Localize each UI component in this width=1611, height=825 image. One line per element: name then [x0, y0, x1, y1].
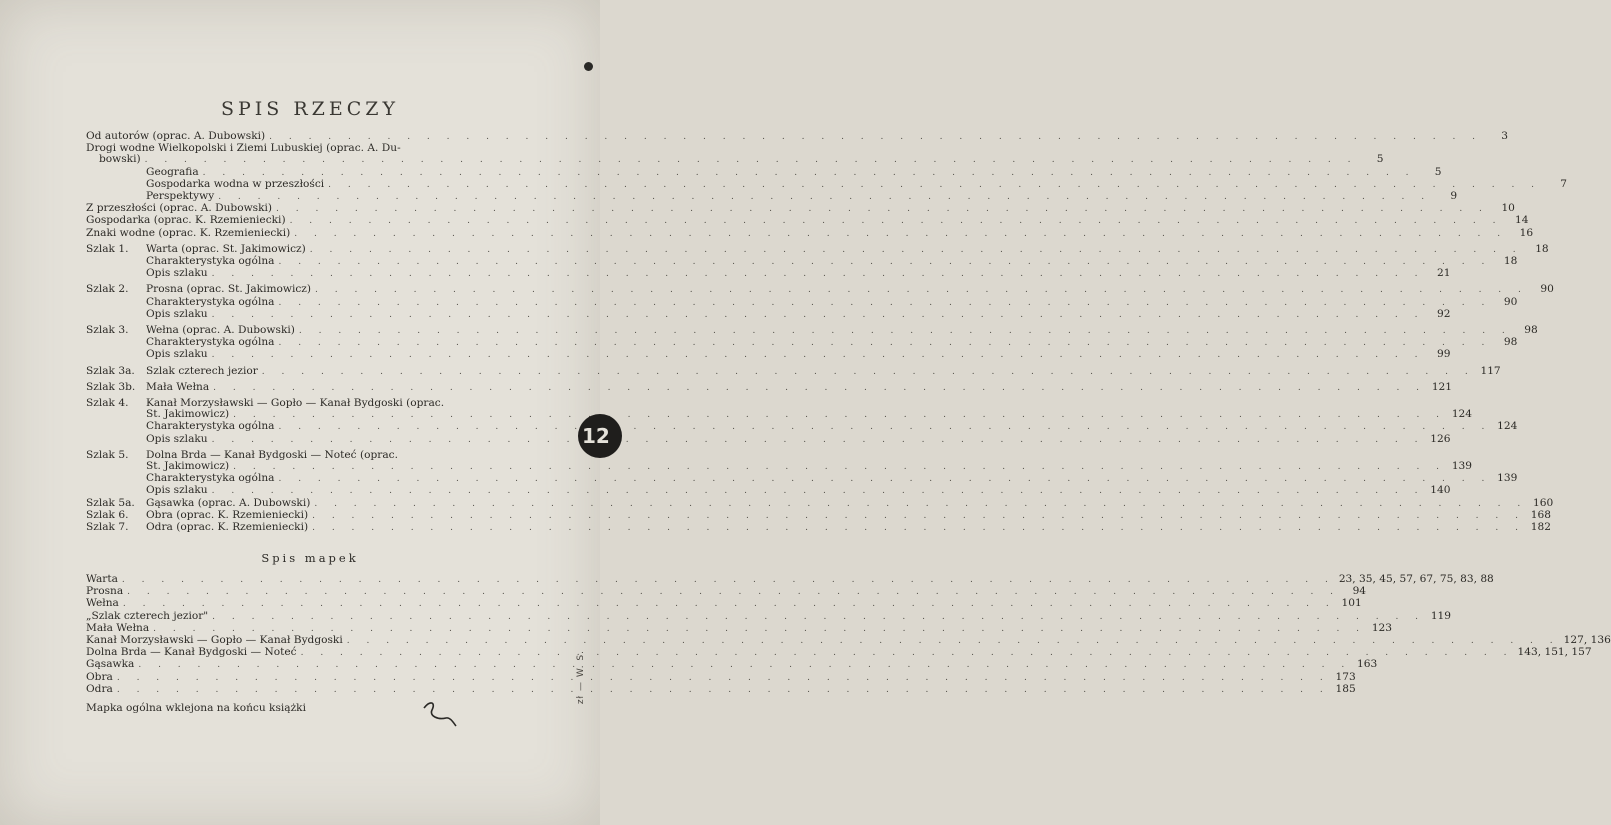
toc-entry-text: Geografia	[146, 165, 199, 178]
map-entry-text: Obra	[86, 670, 113, 683]
toc-dot-leader	[218, 192, 1431, 203]
map-entry-text: Prosna	[86, 585, 124, 598]
toc-page-number: 14	[1514, 214, 1529, 227]
map-dot-leader	[123, 599, 1336, 610]
toc-dot-leader	[212, 486, 1425, 497]
map-page-numbers: 101	[1341, 597, 1362, 610]
map-dot-leader	[122, 575, 1335, 586]
toc-entry	[86, 380, 1453, 394]
toc-entry-text: Opis szlaku	[146, 432, 208, 445]
toc-entry-text: Opis szlaku	[146, 484, 208, 497]
toc-dot-leader	[278, 474, 1491, 485]
toc-page-number: 160	[1533, 496, 1554, 509]
toc-dot-leader	[278, 338, 1491, 349]
handwritten-side-note: zł — W. S.	[576, 650, 586, 705]
map-page-numbers: 143, 151, 157	[1517, 646, 1592, 659]
footnote: Mapka ogólna wklejona na końcu książki	[86, 702, 306, 714]
map-entry	[86, 670, 1356, 684]
toc-route-label: Szlak 1.	[86, 242, 129, 255]
toc-entry-text: Drogi wodne Wielkopolski i Ziemi Lubuskiej (oprac. A. Du-	[86, 142, 401, 155]
toc-page-number: 5	[1434, 165, 1442, 178]
toc-dot-leader	[278, 298, 1491, 309]
map-page-numbers: 185	[1335, 682, 1356, 695]
toc-entry-text: Charakterystyka ogólna	[146, 295, 275, 308]
ink-dot	[584, 62, 593, 71]
map-dot-leader	[117, 673, 1330, 684]
toc-route-label: Szlak 2.	[86, 283, 129, 296]
page-title: SPIS RZECZY	[220, 98, 400, 120]
toc-dot-leader	[212, 350, 1425, 361]
toc-entry-text: Gospodarka wodna w przeszłości	[146, 177, 325, 190]
toc-page-number: 124	[1497, 420, 1518, 433]
maps-list-title: Spis mapek	[261, 551, 359, 565]
map-dot-leader	[117, 685, 1330, 696]
toc-dot-leader	[315, 285, 1528, 296]
toc-entry-text: Szlak 2. Prosna (oprac. St. Jakimowicz)	[86, 283, 311, 296]
map-dot-leader	[301, 648, 1514, 659]
map-page-numbers: 163	[1357, 658, 1378, 671]
map-entry	[86, 585, 1367, 598]
toc-entry	[86, 364, 1501, 378]
toc-page-number: 21	[1437, 267, 1451, 280]
toc-page-number: 117	[1480, 364, 1501, 377]
toc-entry	[86, 348, 1451, 361]
toc-page-number: 16	[1519, 226, 1534, 239]
map-entry	[86, 658, 1378, 671]
map-page-numbers: 173	[1335, 670, 1356, 683]
toc-entry	[86, 521, 1551, 534]
toc-entry-text: Charakterystyka ogólna	[146, 336, 275, 349]
map-dot-leader	[127, 587, 1340, 598]
toc-route-label: Szlak 5.	[86, 448, 129, 461]
toc-entry-text: Od autorów (oprac. A. Dubowski)	[86, 130, 266, 142]
toc-entry-text: St. Jakimowicz)	[146, 460, 230, 473]
toc-dot-leader	[212, 435, 1425, 446]
toc-entry	[86, 295, 1518, 309]
toc-entry	[86, 484, 1451, 497]
toc-dot-leader	[294, 229, 1507, 240]
map-entry-text: „Szlak czterech jezior"	[86, 609, 209, 622]
toc-dot-leader	[299, 326, 1512, 337]
toc-page-number: 10	[1501, 202, 1515, 215]
toc-entry-text: Opis szlaku	[146, 307, 208, 320]
map-entry-text: Dolna Brda — Kanał Bydgoski — Noteć	[86, 646, 297, 659]
toc-page-number: 124	[1451, 408, 1473, 421]
toc-entry-text: bowski)	[99, 153, 141, 166]
map-dot-leader	[138, 660, 1351, 671]
toc-dot-leader	[233, 410, 1446, 421]
toc-page-number: 182	[1530, 521, 1551, 534]
toc-page-number: 18	[1503, 255, 1518, 268]
toc-dot-leader	[290, 216, 1503, 227]
toc-dot-leader	[278, 257, 1491, 268]
toc-entry-text: Szlak 3. Wełna (oprac. A. Dubowski)	[86, 324, 295, 337]
map-entry	[86, 609, 1452, 623]
map-entry	[86, 646, 1592, 659]
toc-entry-text: Charakterystyka ogólna	[146, 255, 275, 268]
toc-route-label: Szlak 3a.	[86, 364, 135, 377]
toc-entry-text: Charakterystyka ogólna	[146, 472, 275, 485]
map-page-numbers: 127, 136	[1563, 634, 1611, 647]
map-page-numbers: 123	[1371, 621, 1393, 634]
toc-page-number: 121	[1431, 380, 1453, 393]
toc-page-number: 139	[1497, 472, 1518, 485]
toc-entry	[86, 432, 1451, 446]
toc-entry	[86, 165, 1442, 179]
toc-page-number: 168	[1530, 508, 1551, 521]
toc-entry	[86, 267, 1451, 280]
toc-page-number: 9	[1450, 190, 1458, 203]
map-entry	[86, 682, 1356, 696]
toc-dot-leader	[212, 310, 1425, 321]
toc-entry-text: Szlak 3b. Mała Wełna	[86, 380, 210, 393]
map-entry-text: Mała Wełna	[86, 621, 150, 634]
toc-route-label: Szlak 5a.	[86, 496, 135, 509]
toc-entry	[86, 226, 1534, 240]
toc-dot-leader	[145, 155, 1358, 166]
toc-dot-leader	[312, 523, 1525, 534]
toc-route-label: Szlak 3b.	[86, 380, 136, 393]
toc-entry	[86, 143, 536, 154]
map-entry-text: Wełna	[86, 597, 119, 610]
toc-entry-text: Szlak 3a. Szlak czterech jezior	[86, 364, 258, 377]
toc-entry-text: St. Jakimowicz)	[146, 408, 230, 421]
toc-dot-leader	[314, 499, 1527, 510]
toc-page-number: 5	[1376, 153, 1384, 166]
toc-entry-text: Opis szlaku	[146, 267, 208, 280]
toc-entry	[86, 153, 1384, 166]
toc-entry-text: Szlak 4. Kanał Morzysławski — Gopło — Kanał Bydgoski (oprac.	[86, 397, 445, 410]
toc-page-number: 140	[1430, 484, 1451, 497]
toc-page-number: 126	[1430, 432, 1451, 445]
map-entry-text: Odra	[86, 682, 113, 695]
toc-entry	[86, 283, 1554, 296]
map-entry-text: Warta	[86, 573, 118, 585]
toc-dot-leader	[203, 168, 1416, 179]
toc-dot-leader	[278, 422, 1491, 433]
toc-route-label: Szlak 3.	[86, 324, 129, 337]
map-entry-text: Kanał Morzysławski — Gopło — Kanał Bydgoski	[86, 634, 343, 647]
toc-entry-text: Szlak 6. Obra (oprac. K. Rzemieniecki)	[86, 508, 309, 521]
toc-page-number: 92	[1437, 307, 1451, 320]
toc-dot-leader	[212, 269, 1425, 280]
toc-dot-leader	[213, 383, 1426, 394]
toc-dot-leader	[328, 180, 1541, 191]
map-page-numbers: 119	[1430, 609, 1452, 622]
toc-page-number: 90	[1540, 283, 1554, 296]
toc-entry-text: Charakterystyka ogólna	[146, 420, 275, 433]
toc-entry-text: Perspektywy	[146, 190, 215, 203]
toc-entry-text: Szlak 5a. Gąsawka (oprac. A. Dubowski)	[86, 496, 311, 509]
toc-entry-text: Szlak 5. Dolna Brda — Kanał Bydgoski — Noteć (oprac.	[86, 448, 398, 461]
toc-page-number: 18	[1535, 242, 1549, 255]
toc-entry	[86, 307, 1451, 321]
price-sticker: 12	[578, 414, 622, 458]
map-page-numbers: 23, 35, 45, 57, 67, 75, 83, 88	[1338, 573, 1494, 585]
toc-page-number: 98	[1524, 324, 1538, 337]
toc-dot-leader	[269, 132, 1482, 143]
map-dot-leader	[212, 612, 1425, 623]
toc-route-label: Szlak 4.	[86, 397, 129, 410]
toc-entry-text: Znaki wodne (oprac. K. Rzemieniecki)	[86, 226, 291, 239]
map-entry-text: Gąsawka	[86, 658, 135, 671]
pencil-scribble	[420, 698, 460, 728]
toc-page-number: 139	[1451, 460, 1473, 473]
toc-dot-leader	[233, 462, 1446, 473]
toc-entry	[86, 420, 1518, 433]
toc-route-label: Szlak 6.	[86, 508, 129, 521]
map-entry	[86, 573, 1494, 586]
toc-page-number: 7	[1560, 177, 1568, 190]
toc-entry-text: Z przeszłości (oprac. A. Dubowski)	[86, 202, 273, 215]
map-dot-leader	[347, 636, 1560, 647]
toc-entry	[86, 214, 1529, 227]
toc-route-label: Szlak 7.	[86, 521, 129, 534]
toc-entry-text: Gospodarka (oprac. K. Rzemieniecki)	[86, 214, 286, 227]
toc-page-number: 98	[1503, 336, 1518, 349]
toc-dot-leader	[262, 367, 1475, 378]
toc-page-number: 99	[1437, 348, 1451, 361]
toc-dot-leader	[310, 245, 1523, 256]
table-of-contents	[86, 130, 1568, 534]
map-entry	[86, 597, 1362, 610]
toc-dot-leader	[276, 204, 1489, 215]
toc-entry-text: Opis szlaku	[146, 348, 208, 361]
toc-entry-text: Szlak 7. Odra (oprac. K. Rzemieniecki)	[86, 521, 309, 534]
toc-page-number: 3	[1501, 130, 1509, 142]
toc-page-number: 90	[1503, 295, 1518, 308]
map-page-numbers: 94	[1352, 585, 1367, 598]
toc-dot-leader	[312, 511, 1525, 522]
toc-entry-text: Szlak 1. Warta (oprac. St. Jakimowicz)	[86, 242, 306, 255]
